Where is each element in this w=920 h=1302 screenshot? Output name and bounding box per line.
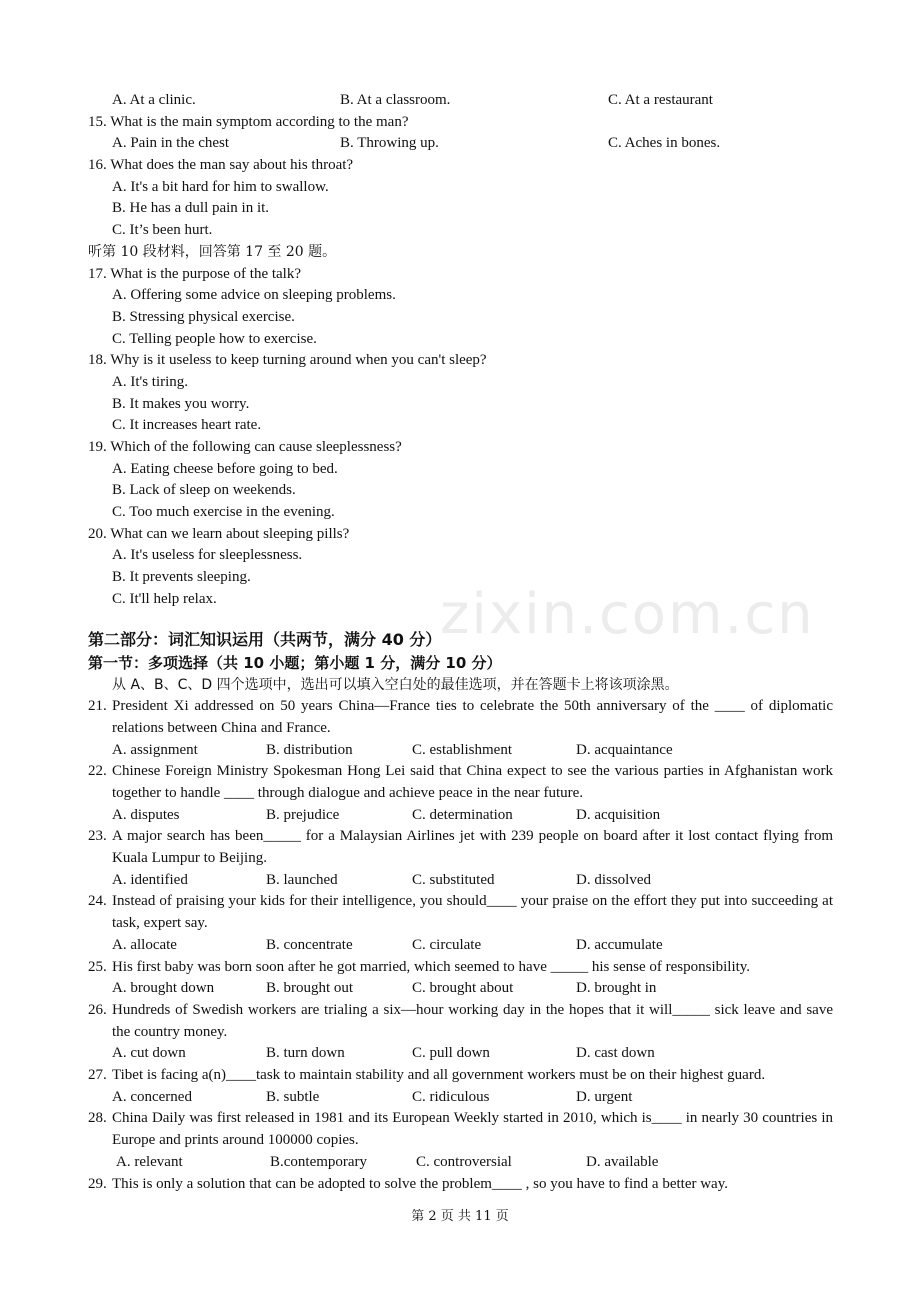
q17-option-c: C. Telling people how to exercise. [112, 330, 317, 347]
q21-option-b: B. distribution [266, 741, 353, 758]
q14-option-b: B. At a classroom. [340, 92, 451, 108]
q26-question [88, 1000, 833, 1043]
q21-option-c: C. establishment [412, 741, 512, 758]
q28-option-d: D. available [586, 1153, 659, 1170]
q17-question: 17. What is the purpose of the talk? [88, 265, 302, 282]
q22-option-b: B. prejudice [266, 806, 340, 823]
q19-option-c: C. Too much exercise in the evening. [112, 504, 335, 521]
q22-option-a: A. disputes [112, 806, 180, 823]
q23-option-c: C. substituted [412, 871, 495, 888]
q23-question [88, 826, 833, 869]
q26-text: Hundreds of Swedish workers are trialing a six—hour working day in the hopes that it will_____ sick leave and save the country money. [112, 1001, 833, 1040]
q22-option-d: D. acquisition [576, 806, 661, 823]
q28-options [88, 1152, 833, 1174]
q25-option-d: D. brought in [576, 980, 657, 997]
exam-page [88, 90, 833, 1195]
q15-options [88, 133, 833, 155]
q21-option-a: A. assignment [112, 741, 198, 758]
q27-number: 27. [88, 1067, 107, 1084]
q18-option-a: A. It's tiring. [112, 373, 189, 390]
q16-option-c: C. It’s been hurt. [112, 222, 213, 239]
q20-option-a: A. It's useless for sleeplessness. [112, 547, 303, 564]
q14-option-a: A. At a clinic. [112, 92, 196, 108]
q27-option-b: B. subtle [266, 1088, 320, 1105]
q17-option-a: A. Offering some advice on sleeping problems. [112, 287, 396, 304]
q19-option-b: B. Lack of sleep on weekends. [112, 482, 296, 499]
q27-options [88, 1087, 833, 1109]
q21-option-d: D. acquaintance [576, 741, 673, 758]
q15-option-a: A. Pain in the chest [112, 135, 230, 152]
q29-question [88, 1174, 833, 1196]
q21-text: President Xi addressed on 50 years China—France ties to celebrate the 50th anniversary of the ____ of diplomatic relations between China and France. [112, 698, 833, 736]
q16-option-a: A. It's a bit hard for him to swallow. [112, 178, 329, 195]
listening-note: 听第 10 段材料，回答第 17 至 20 题。 [88, 243, 337, 260]
q25-number: 25. [88, 958, 107, 975]
q28-option-a: A. relevant [116, 1153, 183, 1170]
q27-option-a: A. concerned [112, 1088, 192, 1105]
q15-option-b: B. Throwing up. [340, 135, 439, 152]
q25-question [88, 957, 833, 979]
q22-question [88, 761, 833, 804]
q24-text: Instead of praising your kids for their intelligence, you should____ your praise on the effort they put into succeeding at task, expert say. [112, 893, 833, 932]
q24-options [88, 935, 833, 957]
q15-option-c: C. Aches in bones. [608, 135, 721, 152]
q22-text: Chinese Foreign Ministry Spokesman Hong Lei said that China expect to see the various parties in Afghanistan work together to handle ____ through dialogue and achieve peace in the near future. [112, 763, 833, 801]
q23-number: 23. [88, 828, 107, 845]
q15-question: 15. What is the main symptom according to the man? [88, 113, 409, 130]
q29-text: This is only a solution that can be adopted to solve the problem____ , so you have to find a better way. [112, 1175, 728, 1192]
q20-option-b: B. It prevents sleeping. [112, 569, 251, 586]
q19-option-a: A. Eating cheese before going to bed. [112, 460, 338, 477]
q24-option-b: B. concentrate [266, 936, 353, 953]
watermark: zixin.com.cn [440, 582, 815, 647]
q19-question: 19. Which of the following can cause sleeplessness? [88, 439, 402, 455]
q23-option-d: D. dissolved [576, 871, 651, 888]
q26-option-a: A. cut down [112, 1045, 186, 1062]
q26-option-b: B. turn down [266, 1045, 345, 1062]
q16-option-b: B. He has a dull pain in it. [112, 200, 270, 217]
q27-option-c: C. ridiculous [412, 1088, 490, 1105]
q23-text: A major search has been_____ for a Malaysian Airlines jet with 239 people on board after it lost contact flying from Kuala Lumpur to Beijing. [112, 828, 833, 867]
q18-option-b: B. It makes you worry. [112, 395, 250, 412]
q27-text: Tibet is facing a(n)____task to maintain stability and all government workers must be on their highest guard. [112, 1067, 766, 1084]
section1-instruction: 从 A、B、C、D 四个选项中，选出可以填入空白处的最佳选项，并在答题卡上将该项涂黑。 [112, 676, 679, 693]
q17-option-b: B. Stressing physical exercise. [112, 308, 295, 325]
q25-option-b: B. brought out [266, 980, 354, 997]
q22-options [88, 805, 833, 827]
q25-option-a: A. brought down [112, 980, 215, 997]
q18-question: 18. Why is it useless to keep turning around when you can't sleep? [88, 352, 487, 369]
q23-options [88, 870, 833, 892]
q27-question [88, 1065, 833, 1087]
q21-number: 21. [88, 698, 107, 715]
q21-options [88, 740, 833, 762]
q24-question [88, 891, 833, 934]
q24-option-c: C. circulate [412, 936, 482, 953]
q21-question [88, 696, 833, 739]
q20-question: 20. What can we learn about sleeping pills? [88, 525, 350, 542]
q28-text: China Daily was first released in 1981 and its European Weekly started in 2010, which is____ in nearly 30 countries in Europe and prints around 100000 copies. [112, 1110, 833, 1149]
page-footer: 第 2 页 共 11 页 [411, 1209, 509, 1224]
q24-number: 24. [88, 893, 107, 910]
q16-question: 16. What does the man say about his throat? [88, 157, 354, 174]
q26-option-d: D. cast down [576, 1045, 655, 1062]
q29-number: 29. [88, 1175, 107, 1192]
q26-options [88, 1043, 833, 1065]
q28-option-b: B.contemporary [270, 1153, 368, 1170]
q23-option-a: A. identified [112, 871, 188, 888]
q18-option-c: C. It increases heart rate. [112, 417, 262, 434]
section1-heading: 第一节：多项选择（共 10 小题；第小题 1 分，满分 10 分） [88, 653, 502, 672]
q24-option-d: D. accumulate [576, 936, 663, 953]
q22-option-c: C. determination [412, 806, 513, 823]
q25-text: His first baby was born soon after he got married, which seemed to have _____ his sense of responsibility. [112, 958, 751, 975]
q14-options [88, 90, 833, 112]
q14-option-c: C. At a restaurant [608, 92, 713, 108]
q26-number: 26. [88, 1001, 107, 1018]
q24-option-a: A. allocate [112, 936, 177, 953]
q23-option-b: B. launched [266, 871, 338, 888]
q25-option-c: C. brought about [412, 980, 514, 997]
q25-options [88, 978, 833, 1000]
q28-question [88, 1108, 833, 1151]
part2-heading: 第二部分：词汇知识运用（共两节，满分 40 分） [88, 629, 442, 649]
q26-option-c: C. pull down [412, 1045, 490, 1062]
q27-option-d: D. urgent [576, 1088, 633, 1105]
q28-option-c: C. controversial [416, 1153, 512, 1170]
q22-number: 22. [88, 763, 107, 780]
q20-option-c: C. It'll help relax. [112, 590, 217, 607]
q28-number: 28. [88, 1110, 107, 1127]
